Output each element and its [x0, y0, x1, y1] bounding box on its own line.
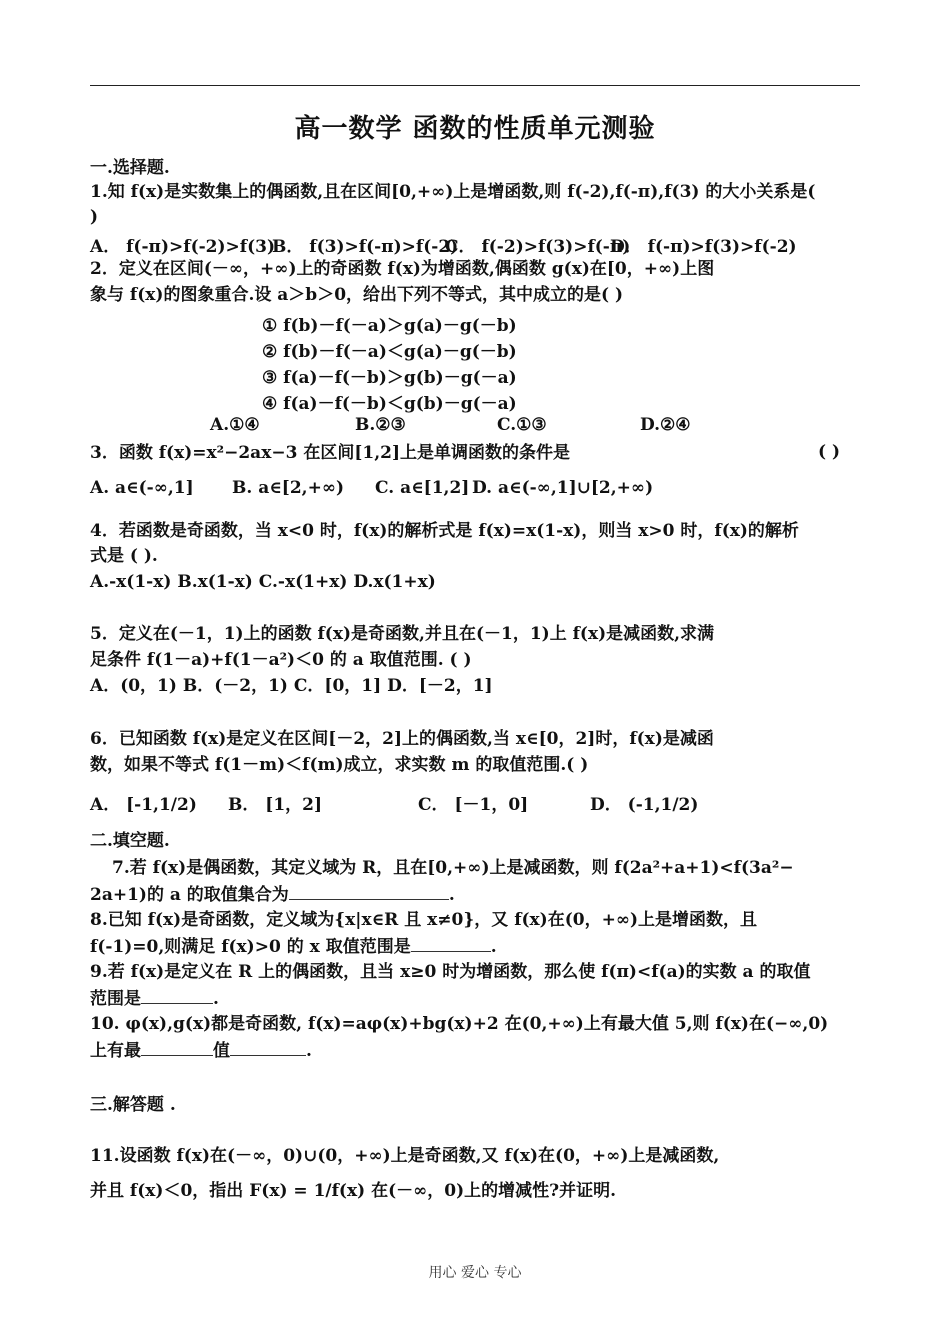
q5-options: A．(0，1) B．(－2，1) C．[0，1] D．[－2，1] [90, 676, 493, 696]
q10-answer-blank-1[interactable] [141, 1039, 213, 1056]
section-answer-heading: 三.解答题 . [90, 1095, 176, 1115]
q11-line1: 11.设函数 f(x)在(－∞，0)∪(0，+∞)上是奇函数,又 f(x)在(0，+∞)上是减函数, [90, 1146, 720, 1166]
q6-option-c: C． [－1，0] [418, 795, 529, 815]
q1-option-a: A． f(-π)>f(-2)>f(3) [90, 237, 276, 257]
q3-line1: 3．函数 f(x)=x²−2ax−3 在区间[1,2]上是单调函数的条件是 [90, 443, 570, 463]
q7-line2: 2a+1)的 a 的取值集合为 . [90, 885, 455, 905]
q2-option-b: B.②③ [355, 415, 406, 435]
q2-item-4: ④ f(a)－f(－b)＜g(b)－g(－a) [262, 394, 517, 414]
q6-line1: 6．已知函数 f(x)是定义在区间[－2，2]上的偶函数,当 x∈[0，2]时，f(x)是减函 [90, 729, 714, 749]
q6-option-d: D． (-1,1/2) [590, 795, 699, 815]
q7-answer-blank[interactable] [289, 883, 449, 900]
q3-option-a: A. a∈(-∞,1] [90, 478, 194, 498]
q5-line1: 5．定义在(－1，1)上的函数 f(x)是奇函数,并且在(－1，1)上 f(x)是减函数,求满 [90, 624, 715, 644]
q2-option-d: D.②④ [640, 415, 691, 435]
q3-option-d: D. a∈(-∞,1]∪[2,+∞) [472, 478, 654, 498]
q3-option-c: C. a∈[1,2] [375, 478, 470, 498]
q3-answer-paren: ( ) [818, 442, 841, 462]
q10-line2: 上有最 值 . [90, 1041, 312, 1061]
q8-line2: f(-1)=0,则满足 f(x)>0 的 x 取值范围是 . [90, 937, 497, 957]
q2-item-3: ③ f(a)－f(－b)＞g(b)－g(－a) [262, 368, 517, 388]
q9-line2: 范围是 . [90, 989, 219, 1009]
q10-line2a-text: 上有最 [90, 1041, 141, 1061]
q2-item-2: ② f(b)－f(－a)＜g(a)－g(－b) [262, 342, 517, 362]
q2-option-c: C.①③ [497, 415, 547, 435]
page-title: 高一数学 函数的性质单元测验 [294, 114, 656, 144]
q4-options: A.-x(1-x) B.x(1-x) C.-x(1+x) D.x(1+x) [90, 572, 436, 592]
q2-option-a: A.①④ [210, 415, 260, 435]
q5-line2: 足条件 f(1－a)+f(1－a²)＜0 的 a 取值范围. ( ) [90, 650, 472, 670]
q6-option-b: B． [1，2] [228, 795, 323, 815]
q2-item-1: ① f(b)－f(－a)＞g(a)－g(－b) [262, 316, 517, 336]
q6-line2: 数，如果不等式 f(1－m)＜f(m)成立，求实数 m 的取值范围.( ) [90, 755, 589, 775]
q1-option-d: D． f(-π)>f(3)>f(-2) [610, 237, 797, 257]
q2-line2: 象与 f(x)的图象重合.设 a＞b＞0，给出下列不等式，其中成立的是( ) [90, 285, 624, 305]
q10-line1: 10. φ(x),g(x)都是奇函数, f(x)=aφ(x)+bg(x)+2 在(0,+∞)上有最大值 5,则 f(x)在(−∞,0) [90, 1014, 829, 1034]
q10-answer-blank-2[interactable] [230, 1039, 306, 1056]
q9-line1: 9.若 f(x)是定义在 R 上的偶函数，且当 x≥0 时为增函数，那么使 f(π)<f(a)的实数 a 的取值 [90, 962, 811, 982]
q1-option-b: B． f(3)>f(-π)>f(-2) [272, 237, 459, 257]
q1-line2: ) [90, 207, 99, 227]
section-fill-heading: 二.填空题. [90, 831, 170, 851]
q10-line2b-text: 值 [213, 1041, 230, 1061]
q8-line2-text: f(-1)=0,则满足 f(x)>0 的 x 取值范围是 [90, 937, 411, 957]
q9-line2-text: 范围是 [90, 989, 141, 1009]
q1-option-c: C． f(-2)>f(3)>f(-π) [445, 237, 631, 257]
page-footer: 用心 爱心 专心 [428, 1265, 522, 1281]
q8-line1: 8.已知 f(x)是奇函数，定义域为{x|x∈R 且 x≠0}，又 f(x)在(0，+∞)上是增函数，且 [90, 910, 758, 930]
q6-option-a: A． [-1,1/2) [90, 795, 197, 815]
q11-line2: 并且 f(x)＜0，指出 F(x) = 1/f(x) 在(－∞，0)上的增减性?并证明. [90, 1181, 617, 1201]
q1-line1: 1.知 f(x)是实数集上的偶函数,且在区间[0,+∞)上是增函数,则 f(-2),f(-π),f(3) 的大小关系是( [90, 182, 816, 202]
q8-answer-blank[interactable] [411, 935, 491, 952]
q4-line2: 式是 ( ). [90, 546, 158, 566]
q7-line1: 7.若 f(x)是偶函数，其定义域为 R，且在[0,+∞)上是减函数，则 f(2a²+a+1)<f(3a²− [112, 858, 794, 878]
q9-answer-blank[interactable] [141, 987, 213, 1004]
q7-line2-text: 2a+1)的 a 的取值集合为 [90, 885, 289, 905]
q3-option-b: B. a∈[2,+∞) [232, 478, 345, 498]
section-choice-heading: 一.选择题. [90, 158, 170, 178]
header-rule [90, 85, 860, 86]
q4-line1: 4．若函数是奇函数，当 x<0 时，f(x)的解析式是 f(x)=x(1-x)，则当 x>0 时，f(x)的解析 [90, 521, 799, 541]
q2-line1: 2．定义在区间(－∞，+∞)上的奇函数 f(x)为增函数,偶函数 g(x)在[0，+∞)上图 [90, 259, 715, 279]
